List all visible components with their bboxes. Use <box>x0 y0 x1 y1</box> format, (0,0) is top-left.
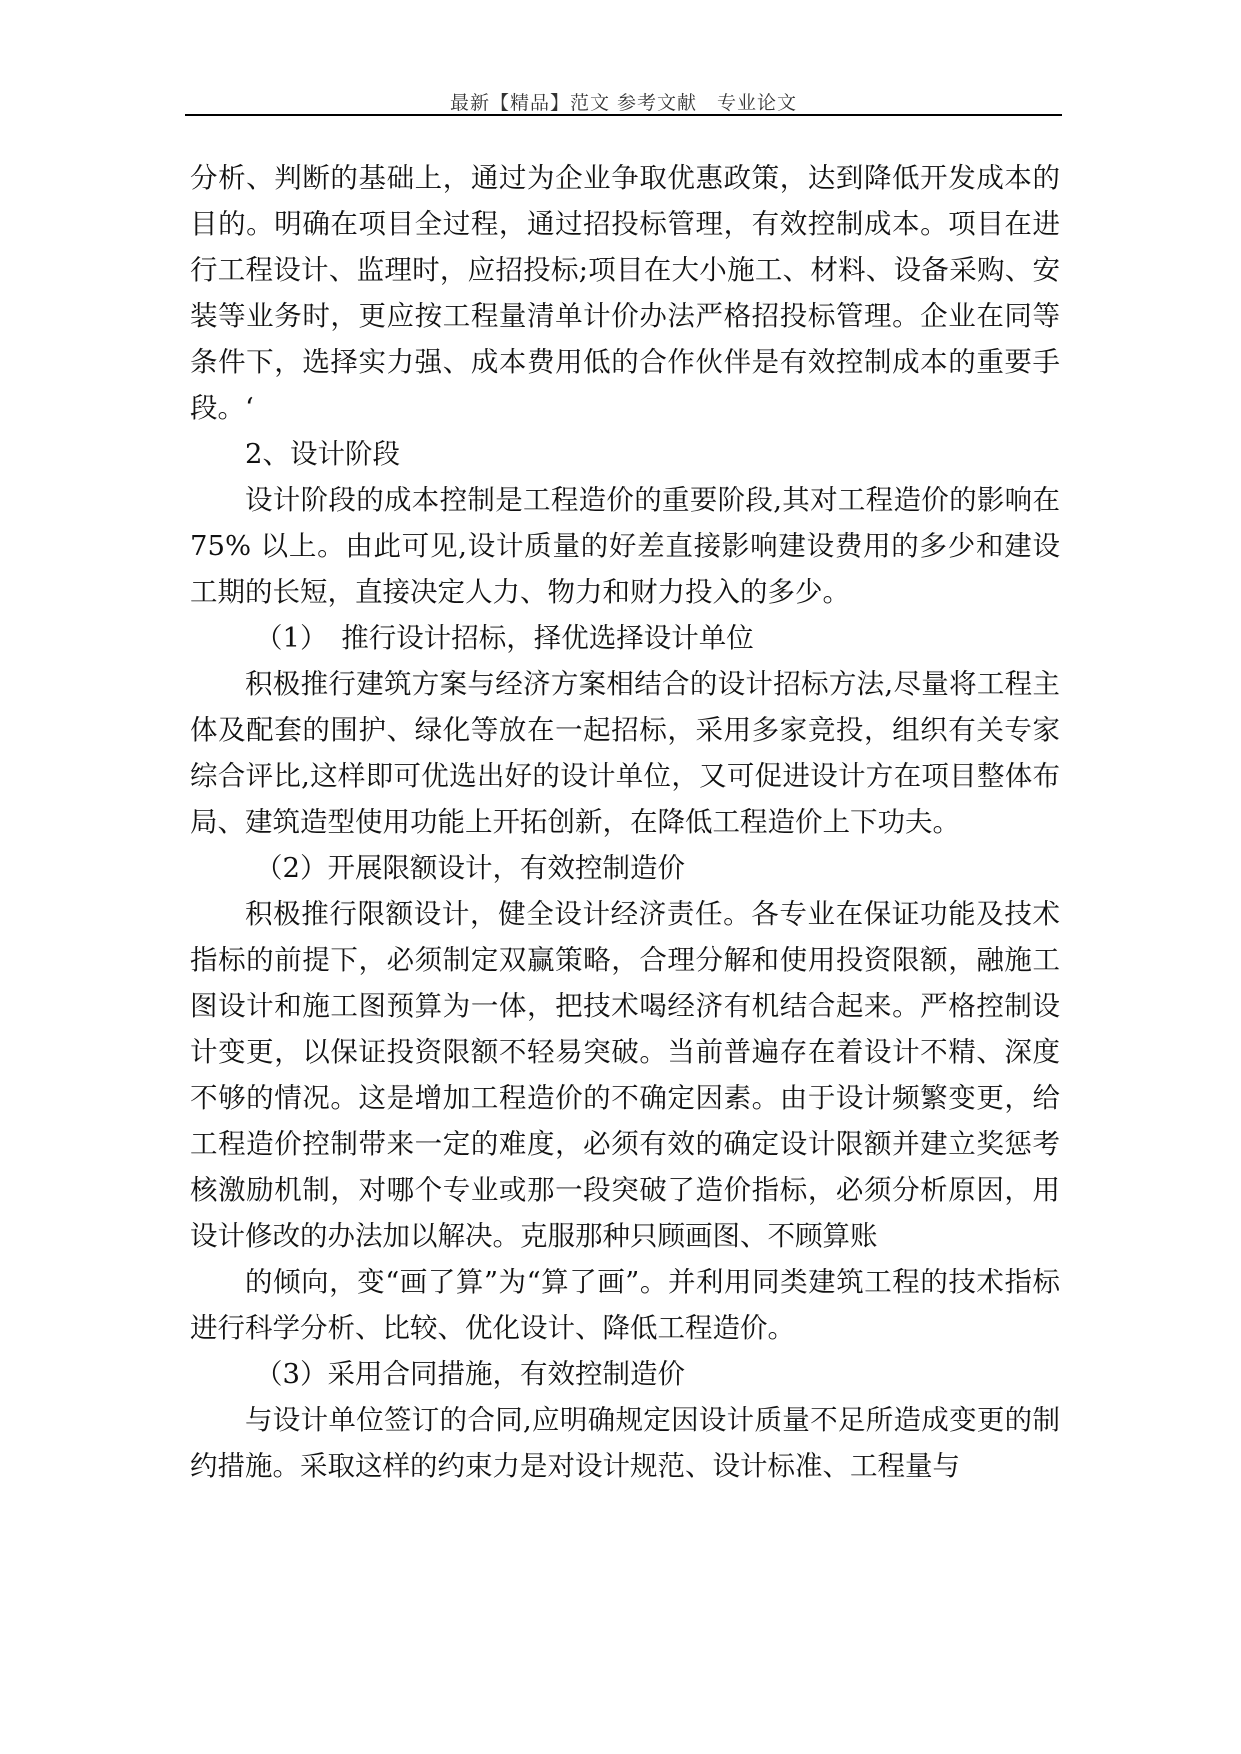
paragraph-quota-design: 积极推行限额设计，健全设计经济责任。各专业在保证功能及技术指标的前提下，必须制定双赢策略，合理分解和使用投资限额，融施工图设计和施工图预算为一体，把技术喝经济有机结合起来。严格控制设计变更，以保证投资限额不轻易突破。当前普遍存在着设计不精、深度不够的情况。这是增加工程造价的不确定因素。由于设计频繁变更，给工程造价控制带来一定的难度，必须有效的确定设计限额并建立奖惩考核激励机制，对哪个专业或那一段突破了造价指标，必须分析原因，用设计修改的办法加以解决。克服那种只顾画图、不顾算账 <box>190 898 1060 1252</box>
subheading-quota-design: （2）开展限额设计，有效控制造价 <box>255 852 685 884</box>
subheading-design-bidding: （1） 推行设计招标，择优选择设计单位 <box>255 622 754 654</box>
header-rule <box>185 114 1062 116</box>
paragraph-design-stage: 设计阶段的成本控制是工程造价的重要阶段,其对工程造价的影响在 75% 以上。由此可见,设计质量的好差直接影响建设费用的多少和建设工期的长短，直接决定人力、物力和财力投入的多少。 <box>190 484 1060 608</box>
document-body <box>190 155 1060 1489</box>
paragraph-quota-design-continued: 的倾向，变“画了算”为“算了画”。并利用同类建筑工程的技术指标进行科学分析、比较、优化设计、降低工程造价。 <box>190 1266 1060 1344</box>
paragraph-design-bidding: 积极推行建筑方案与经济方案相结合的设计招标方法,尽量将工程主体及配套的围护、绿化等放在一起招标，采用多家竞投，组织有关专家综合评比,这样即可优选出好的设计单位，又可促进设计方在项目整体布局、建筑造型使用功能上开拓创新，在降低工程造价上下功夫。 <box>190 668 1060 838</box>
paragraph-contract-measures: 与设计单位签订的合同,应明确规定因设计质量不足所造成变更的制约措施。采取这样的约束力是对设计规范、设计标准、工程量与 <box>190 1404 1060 1482</box>
subheading-contract-measures: （3）采用合同措施，有效控制造价 <box>255 1358 685 1390</box>
page-header: 最新【精品】范文 参考文献 专业论文 <box>449 92 798 114</box>
section-heading-design-stage: 2、设计阶段 <box>245 438 400 470</box>
paragraph-bidding-intro: 分析、判断的基础上，通过为企业争取优惠政策，达到降低开发成本的目的。明确在项目全过程，通过招投标管理，有效控制成本。项目在进行工程设计、监理时，应招投标;项目在大小施工、材料、设备采购、安装等业务时，更应按工程量清单计价办法严格招投标管理。企业在同等条件下，选择实力强、成本费用低的合作伙伴是有效控制成本的重要手段。‘ <box>190 162 1060 424</box>
